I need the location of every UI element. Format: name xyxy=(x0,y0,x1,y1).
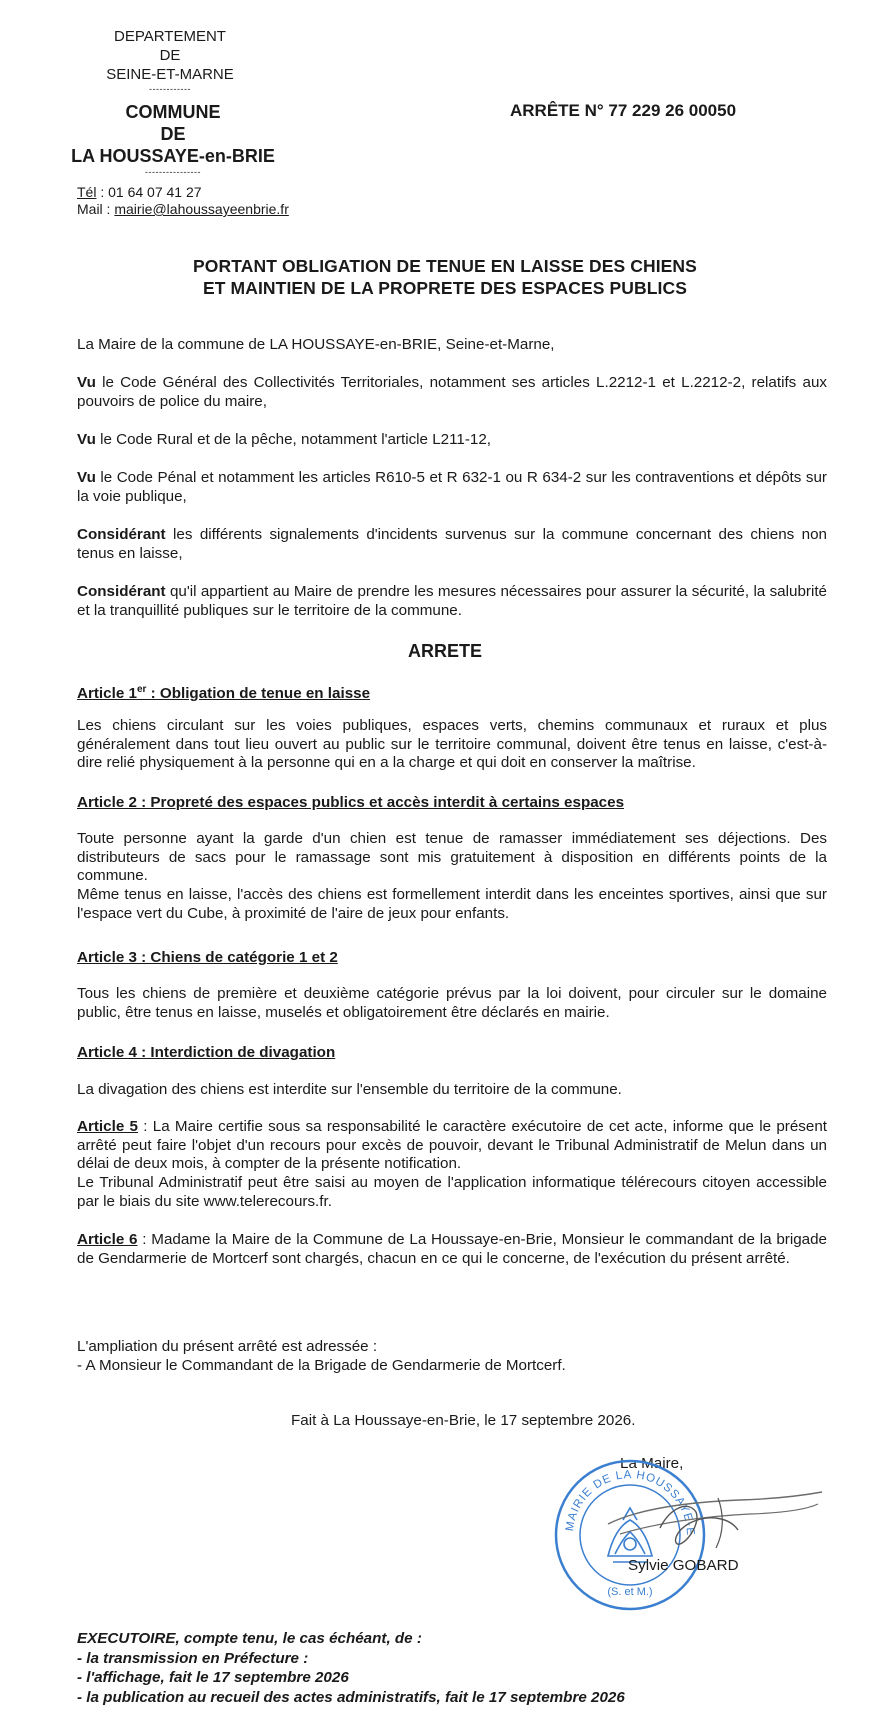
department-block xyxy=(60,27,280,94)
article-2-body-1: Toute personne ayant la garde d'un chien est tenue de ramasser immédiatement ses déjections. Des distributeurs de sacs pour le ramassage sont mis gratuitement à disposition en différents points de la commune. xyxy=(77,830,827,884)
considerant-paragraph-2 xyxy=(77,583,827,620)
contact-block xyxy=(77,184,289,218)
article-1-heading xyxy=(77,680,370,703)
department-de: DE xyxy=(159,47,181,64)
ampliation-line-1: L'ampliation du présent arrêté est adressée : xyxy=(77,1338,378,1355)
article-4-body: La divagation des chiens est interdite sur l'ensemble du territoire de la commune. xyxy=(77,1081,622,1098)
commune-block xyxy=(58,101,288,177)
place-date: Fait à La Houssaye-en-Brie, le 17 septembre 2026. xyxy=(291,1412,636,1429)
vu-label: Vu xyxy=(77,431,96,448)
signatory-name: Sylvie GOBARD xyxy=(628,1557,739,1574)
article-1-heading-text: Article 1 xyxy=(77,685,137,703)
article-1-heading-sup: er xyxy=(136,684,147,695)
mail-address[interactable]: mairie@lahoussayeenbrie.fr xyxy=(114,201,289,217)
phone-number: : 01 64 07 41 27 xyxy=(96,184,202,200)
article-3-heading: Article 3 : Chiens de catégorie 1 et 2 xyxy=(77,949,338,966)
commune-label: COMMUNE xyxy=(125,102,221,122)
vu-label: Vu xyxy=(77,374,96,391)
article-1-body: Les chiens circulant sur les voies publiques, espaces verts, chemins communaux et ruraux et plus généralement dans tout lieu ouvert au public sur le territoire communal, doivent être tenus en laisse, c'est-à-dire relié physiquement à la personne qui en a la charge et qui doit en conserver la maîtrise. xyxy=(77,717,827,771)
title-line-2: ET MAINTIEN DE LA PROPRETE DES ESPACES PUBLICS xyxy=(203,278,687,298)
commune-de: DE xyxy=(160,124,186,144)
vu-paragraph-3 xyxy=(77,469,827,506)
executoire-line-3: - l'affichage, fait le 17 septembre 2026 xyxy=(77,1669,349,1686)
executoire-line-4: - la publication au recueil des actes administratifs, fait le 17 septembre 2026 xyxy=(77,1688,625,1706)
article-4-heading: Article 4 : Interdiction de divagation xyxy=(77,1044,336,1061)
article-5-heading: Article 5 xyxy=(77,1118,138,1135)
phone-line xyxy=(77,184,289,201)
article-6-paragraph xyxy=(77,1231,827,1268)
mail-line xyxy=(77,201,289,218)
stamp-subtext: (S. et M.) xyxy=(607,1586,653,1598)
separator-dashes-2: ---------------- xyxy=(145,167,201,177)
vu-paragraph-2 xyxy=(77,431,827,450)
arrete-number: ARRÊTE N° 77 229 26 00050 xyxy=(510,101,737,120)
executoire-line-2: - la transmission en Préfecture : xyxy=(77,1649,309,1667)
stamp-text: MAIRIE DE LA HOUSSAYE-E xyxy=(563,1468,697,1537)
article-6-body: : Madame la Maire de la Commune de La Houssaye-en-Brie, Monsieur le commandant de la brigade de Gendarmerie de Mortcerf sont chargés, chacun en ce qui le concerne, de l'exécution du présent arrêté. xyxy=(77,1231,828,1267)
document-title xyxy=(60,255,830,299)
considerant-label: Considérant xyxy=(77,526,166,543)
article-2-body-2: Même tenus en laisse, l'accès des chiens est formellement interdit dans les enceintes sportives, ainsi que sur l'espace vert du Cube, à proximité de l'aire de jeux pour enfants. xyxy=(77,886,827,922)
article-3-body: Tous les chiens de première et deuxième catégorie prévus par la loi doivent, pour circuler sur le domaine public, être tenus en laisse, muselés et obligatoirement être déclarés en mairie. xyxy=(77,985,827,1021)
title-line-1: PORTANT OBLIGATION DE TENUE EN LAISSE DES CHIENS xyxy=(193,256,697,276)
separator-dashes: ------------ xyxy=(149,84,191,94)
handwritten-signature xyxy=(600,1478,830,1558)
department-label: DEPARTEMENT xyxy=(114,28,226,45)
signature-svg xyxy=(600,1478,830,1558)
executoire-line-1: EXECUTOIRE, compte tenu, le cas échéant, de : xyxy=(77,1630,422,1647)
vu-text: le Code Rural et de la pêche, notamment l'article L211-12, xyxy=(95,431,492,448)
department-name: SEINE-ET-MARNE xyxy=(106,66,234,83)
considerant-text: les différents signalements d'incidents survenus sur la commune concernant des chiens non tenus en laisse, xyxy=(77,526,827,562)
considerant-paragraph-1 xyxy=(77,526,827,563)
ampliation-block xyxy=(77,1338,827,1375)
vu-text: le Code Pénal et notamment les articles R610-5 et R 632-1 ou R 634-2 sur les contraventions et dépôts sur la voie publique, xyxy=(77,469,827,505)
considerant-text: qu'il appartient au Maire de prendre les mesures nécessaires pour assurer la sécurité, la salubrité et la tranquillité publiques sur le territoire de la commune. xyxy=(77,583,827,619)
article-5-body-1: : La Maire certifie sous sa responsabilité le caractère exécutoire de cet acte, informe que le présent arrêté peut faire l'objet d'un recours pour excès de pouvoir, devant le Tribunal Administratif de Melun dans un délai de deux mois, à compter de la présente notification. xyxy=(77,1118,827,1172)
executoire-block xyxy=(77,1629,837,1707)
article-6-heading: Article 6 xyxy=(77,1231,138,1248)
intro-paragraph: La Maire de la commune de LA HOUSSAYE-en-BRIE, Seine-et-Marne, xyxy=(77,336,555,353)
signatory-role: La Maire, xyxy=(620,1455,684,1472)
vu-label: Vu xyxy=(77,469,96,486)
phone-label: Tél xyxy=(77,184,97,200)
considerant-label: Considérant xyxy=(77,583,166,600)
article-2-heading: Article 2 : Propreté des espaces publics et accès interdit à certains espaces xyxy=(77,794,625,811)
ampliation-line-2: - A Monsieur le Commandant de la Brigade de Gendarmerie de Mortcerf. xyxy=(77,1356,566,1374)
article-1-heading-title: : Obligation de tenue en laisse xyxy=(146,685,371,703)
vu-text: le Code Général des Collectivités Territoriales, notamment ses articles L.2212-1 et L.2212-2, relatifs aux pouvoirs de police du maire, xyxy=(77,374,827,410)
mail-label: Mail : xyxy=(77,201,115,217)
commune-name: LA HOUSSAYE-en-BRIE xyxy=(71,146,275,166)
article-5-body-2: Le Tribunal Administratif peut être saisi au moyen de l'application informatique télérecours citoyen accessible par le biais du site www.telerecours.fr. xyxy=(77,1174,827,1210)
vu-paragraph-1 xyxy=(77,374,827,411)
article-5-paragraph xyxy=(77,1118,827,1174)
arrete-heading: ARRETE xyxy=(407,641,482,661)
